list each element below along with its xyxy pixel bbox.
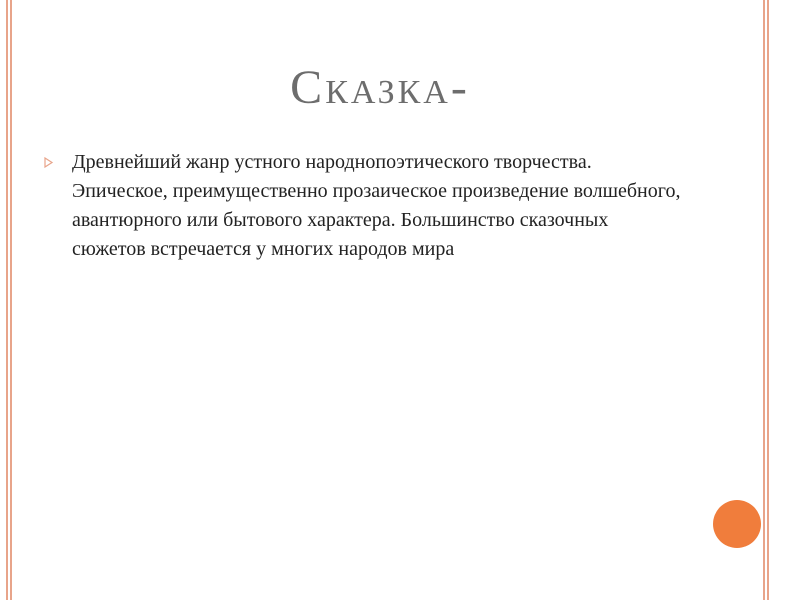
bullet-text: Древнейший жанр устного народнопоэтического творчества. Эпическое, преимущественно прозаическое произведение волшебного, авантюрного или бытового характера. Большинство сказочных сюжетов встречается у многих народов мира (72, 151, 681, 260)
right-border-line (767, 0, 769, 600)
bullet-marker-icon (44, 157, 54, 168)
slide-content (44, 148, 684, 264)
bullet-item (44, 148, 684, 264)
slide-title: Сказка- (290, 61, 470, 114)
accent-circle-decoration (713, 500, 761, 548)
right-border-line-inner (763, 0, 765, 600)
